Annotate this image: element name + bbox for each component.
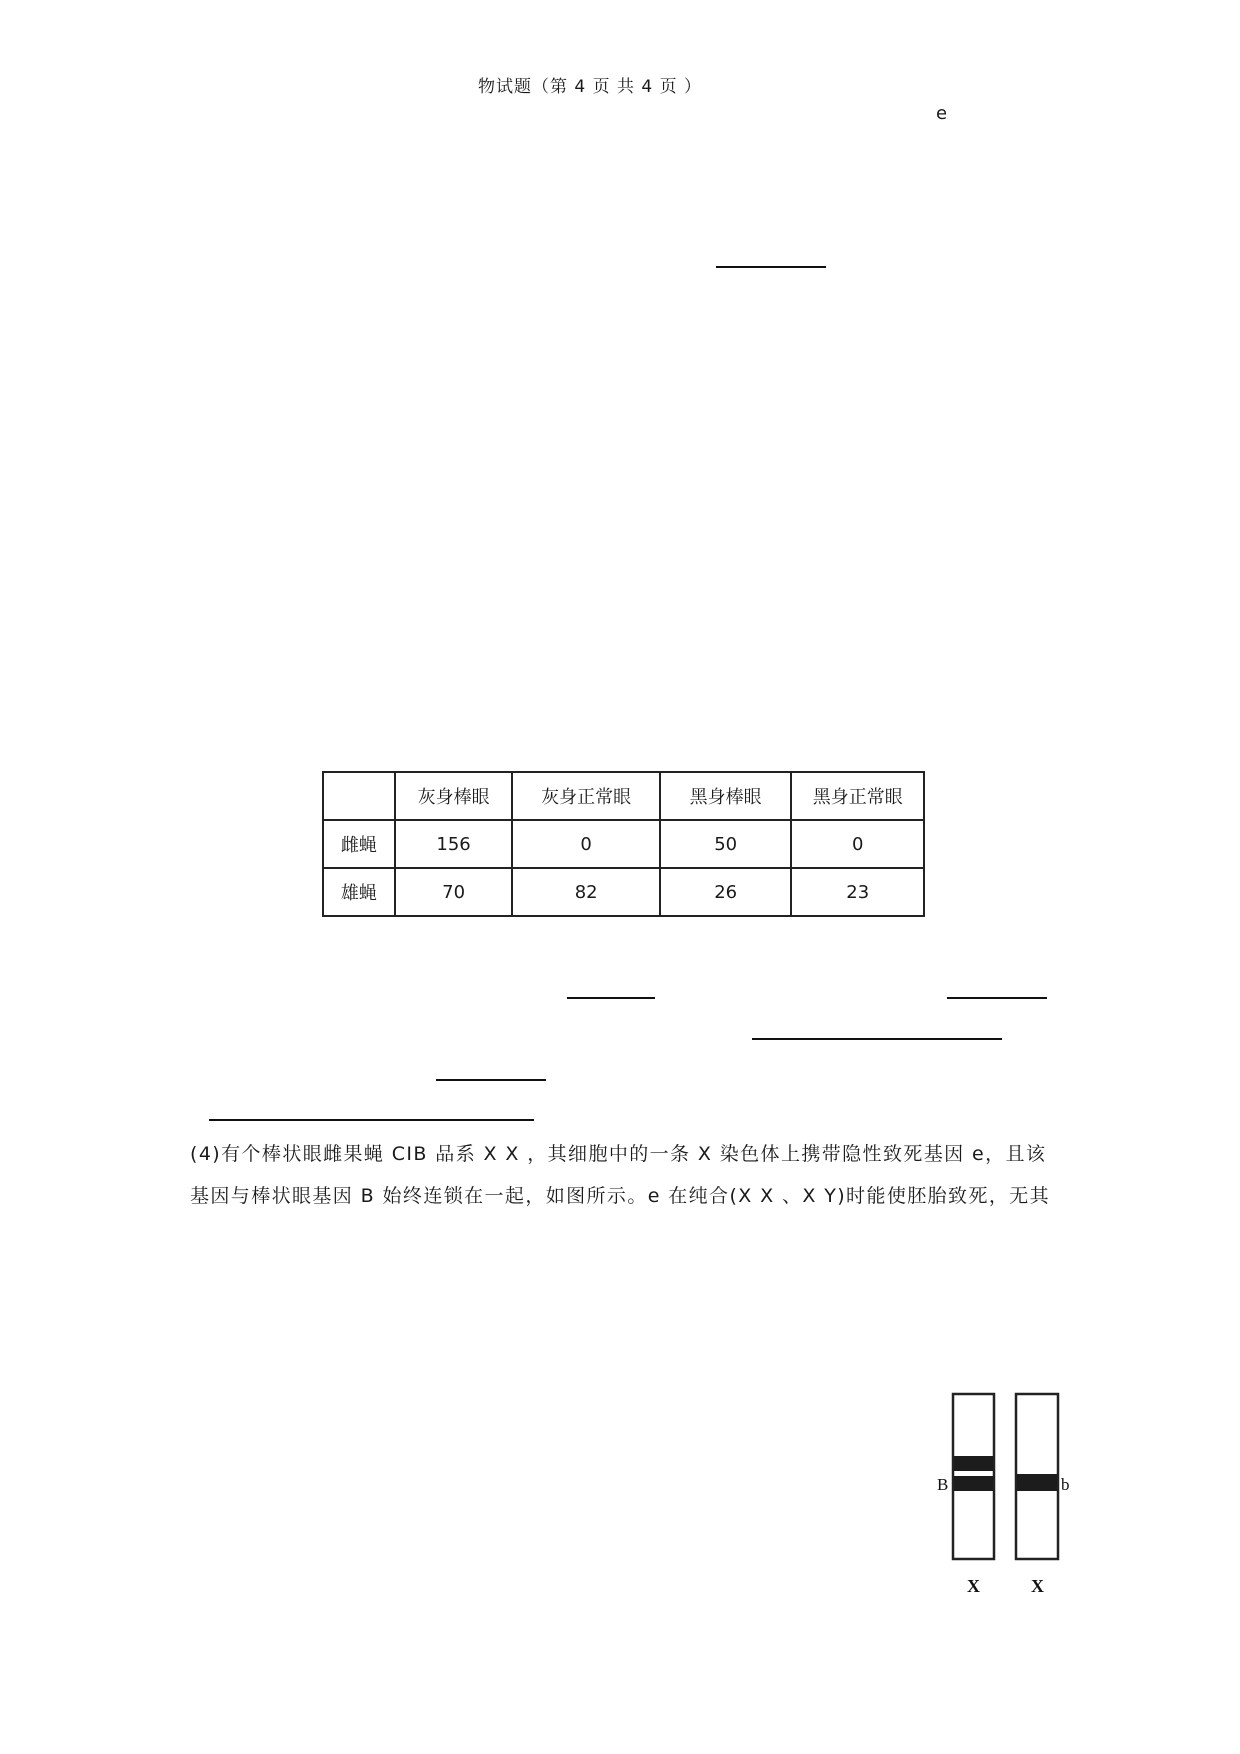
- question-4-line-1: (4)有个棒状眼雌果蝇 CIB 品系 X X ，其细胞中的一条 X 染色体上携带隐性致死基因 e，且该: [190, 1143, 1047, 1165]
- row-label: 雌蝇: [323, 820, 395, 868]
- column-header: 黑身正常眼: [791, 772, 924, 820]
- table-cell: 156: [395, 820, 513, 868]
- stray-letter: e: [936, 103, 948, 124]
- answer-blank-2[interactable]: [567, 997, 655, 999]
- answer-blank-6[interactable]: [209, 1119, 534, 1121]
- table-cell: 0: [791, 820, 924, 868]
- page-header: 物试题（第 4 页 共 4 页 ）: [477, 77, 703, 97]
- table-row: [323, 820, 924, 868]
- column-header: 灰身棒眼: [395, 772, 513, 820]
- table-cell: 70: [395, 868, 513, 916]
- left-b-band: [954, 1476, 993, 1491]
- fly-phenotype-table: [322, 771, 925, 917]
- answer-blank-3[interactable]: [947, 997, 1047, 999]
- left-lethal-band: [954, 1456, 993, 1471]
- column-header: 灰身正常眼: [512, 772, 659, 820]
- question-4-line-2: 基因与棒状眼基因 B 始终连锁在一起，如图所示。e 在纯合(X X 、X Y)时能使胚胎致死，无其: [190, 1185, 1051, 1207]
- table-cell: 82: [512, 868, 659, 916]
- answer-blank-5[interactable]: [436, 1079, 546, 1081]
- chromosome-figure: [930, 1390, 1070, 1600]
- table-cell: 26: [660, 868, 792, 916]
- table-corner-cell: [323, 772, 395, 820]
- right-gene-label: b: [1061, 1475, 1070, 1494]
- right-b-band: [1017, 1474, 1057, 1491]
- table-cell: 23: [791, 868, 924, 916]
- column-header: 黑身棒眼: [660, 772, 792, 820]
- table-header-row: [323, 772, 924, 820]
- row-label: 雄蝇: [323, 868, 395, 916]
- table-cell: 0: [512, 820, 659, 868]
- table-row: [323, 868, 924, 916]
- answer-blank-1[interactable]: [716, 266, 826, 268]
- answer-blank-4[interactable]: [752, 1038, 1002, 1040]
- table-cell: 50: [660, 820, 792, 868]
- left-chromosome-label: X: [967, 1576, 980, 1596]
- left-gene-label: B: [937, 1475, 949, 1494]
- right-chromosome-label: X: [1031, 1576, 1044, 1596]
